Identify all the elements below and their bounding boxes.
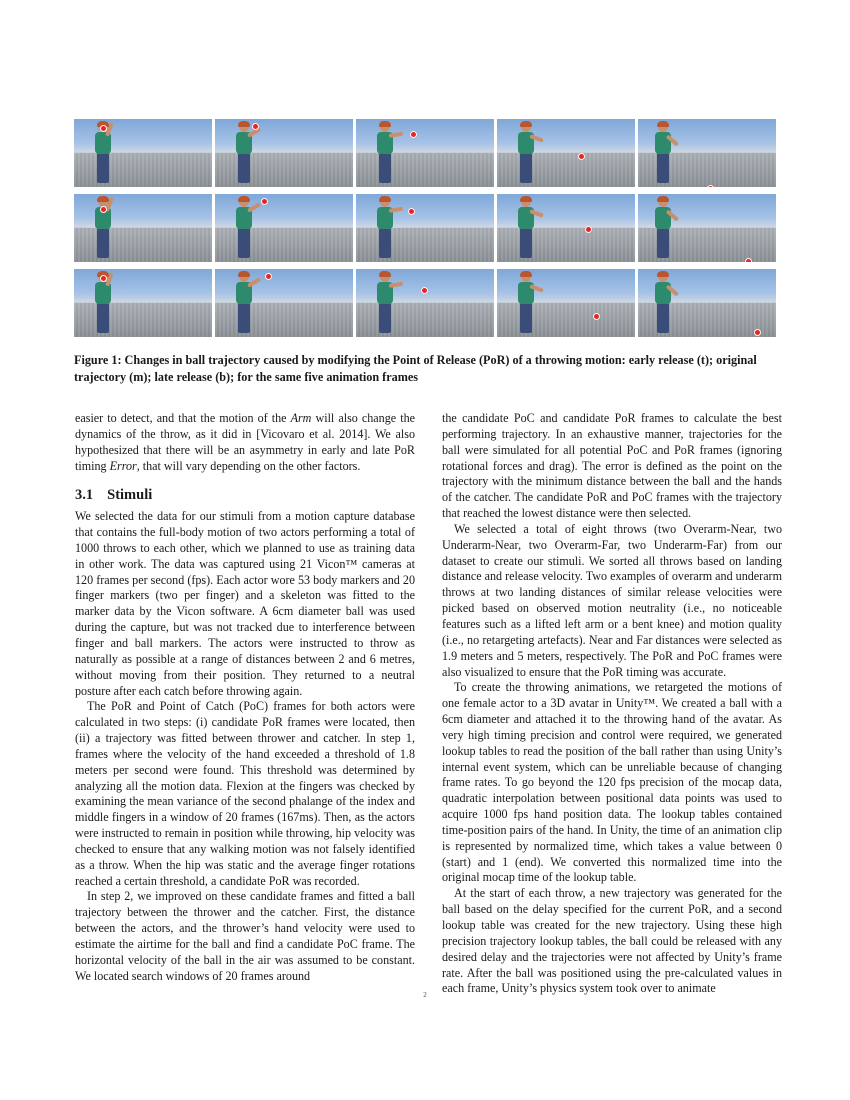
avatar <box>374 196 396 260</box>
animation-frame <box>638 119 776 187</box>
text-run: will also change the dynamics of the throw, as it did in [Vicovaro et al. 2014]. We also hypothesized that there will be an asymmetry in early and late PoR timing <box>75 411 415 473</box>
left-column <box>75 411 415 985</box>
animation-frame <box>74 119 212 187</box>
animation-frame <box>356 119 494 187</box>
paragraph: The PoR and Point of Catch (PoC) frames for both actors were calculated in two steps: (i) candidate PoR frames were located, then (ii) a trajectory was fitted between thrower and catcher. In step 1, frames where the velocity of the hand exceeded a threshold of 1.8 meters per second were found. This threshold was determined by analyzing all the motion data. Flexion at the fingers was checked by examining the mean variance of the second phalange of the index and middle fingers in a window of 20 frames (167ms). Then, as the actors were instructed to remain in position while throwing, hip velocity was checked to ensure that any walking motion was not falsely identified as a throw. When the hip was static and the average finger rotations reached a certain threshold, a candidate PoR was recorded. <box>75 699 415 888</box>
text-run: easier to detect, and that the motion of the <box>75 411 291 425</box>
ball <box>745 258 752 262</box>
animation-frame <box>356 269 494 337</box>
ball <box>408 208 415 215</box>
page-number: 2 <box>423 991 427 999</box>
ball <box>100 275 107 282</box>
animation-frame <box>638 194 776 262</box>
ball <box>100 125 107 132</box>
ball <box>100 206 107 213</box>
ball <box>265 273 272 280</box>
avatar <box>374 121 396 185</box>
avatar <box>233 121 255 185</box>
paragraph: We selected a total of eight throws (two Overarm-Near, two Underarm-Near, two Overarm-Far, two Underarm-Far) from our dataset to create our stimuli. We sorted all throws based on landing distance and release velocity. Two examples of overarm and underarm throws at two landing distances of similar release velocities were picked based on observed motion neutrality (i.e., no noticeable features such as a lifted left arm or a bent knee) and motion quality (i.e., no retargeting artefacts). Near and Far distances were selected as 1.9 meters and 5 meters, respectively. The PoR and PoC frames were also visualized to ensure that the PoR timing was accurate. <box>442 521 782 679</box>
ball <box>754 329 761 336</box>
avatar <box>233 196 255 260</box>
paragraph: To create the throwing animations, we retargeted the motions of one female actor to a 3D avatar in Unity™. We created a ball with a 6cm diameter and attached it to the throwing hand of the avatar. As very high timing precision and control were required, we generated lookup tables to read the position of the ball rather than using Unity’s internal event system, which can be unreliable because of changing frame rates. To go beyond the 120 fps precision of the mocap data, quadratic interpolation between positional data points was used to acquire 1000 fps hand position data. The lookup tables contained time-position pairs of the hand. In Unity, the time of an animation clip is represented by normalized time, which takes a value between 0 (start) and 1 (end). We converted this normalized time into the original mocap time of the lookup table. <box>442 680 782 885</box>
avatar <box>652 271 674 335</box>
right-column <box>442 411 782 997</box>
animation-frame <box>497 269 635 337</box>
paragraph: At the start of each throw, a new trajectory was generated for the ball based on the delay specified for the current PoR, and a second lookup table was created for the new trajectory. Using these high precision trajectory lookup tables, the ball could be released with any desired delay and the trajectories were not affected by Unity’s frame rate. After the ball was positioned using the pre-calculated values in each frame, Unity’s physics system took over to animate <box>442 886 782 996</box>
avatar <box>515 271 537 335</box>
avatar <box>515 196 537 260</box>
avatar <box>652 196 674 260</box>
avatar <box>652 121 674 185</box>
ball <box>578 153 585 160</box>
animation-frame <box>638 269 776 337</box>
section-title: Stimuli <box>107 487 153 504</box>
animation-frame <box>497 194 635 262</box>
avatar <box>233 271 255 335</box>
ball <box>585 226 592 233</box>
ball <box>707 185 714 187</box>
avatar <box>515 121 537 185</box>
animation-frame <box>215 194 353 262</box>
paragraph: the candidate PoC and candidate PoR frames to calculate the best performing trajectory. In an exhaustive manner, trajectories for the ball were simulated for all potential PoC and PoR frames (ignoring rotational forces and drag). The error is defined as the point on the trajectory with the minimum distance between the ball and the hands of the catcher. The candidate PoR and PoC frames with the trajectory that reached the lowest distance were then selected. <box>442 411 782 521</box>
ball <box>261 198 268 205</box>
animation-frame <box>215 119 353 187</box>
italic-term: Arm <box>290 411 312 425</box>
animation-frame <box>356 194 494 262</box>
ball <box>593 313 600 320</box>
animation-frame <box>215 269 353 337</box>
section-heading <box>75 488 415 504</box>
ball <box>252 123 259 130</box>
ball <box>410 131 417 138</box>
avatar <box>374 271 396 335</box>
section-number: 3.1 <box>75 487 94 504</box>
text-run: , that will vary depending on the other factors. <box>136 458 361 473</box>
animation-frame <box>74 194 212 262</box>
ball <box>421 287 428 294</box>
paragraph <box>75 411 415 474</box>
animation-frame <box>74 269 212 337</box>
paragraph: In step 2, we improved on these candidate frames and fitted a ball trajectory between the thrower and the catcher. First, the distance between the actors, and the thrower’s hand velocity were used to estimate the airtime for the ball and find a candidate PoC frame. The horizontal velocity of the ball in the air was assumed to be constant. We located search windows of 20 frames around <box>75 889 415 983</box>
paragraph: We selected the data for our stimuli from a motion capture database that contains the full-body motion of two actors performing a total of 1000 throws to each other, which we planned to use as training data in other work. The data was captured using 21 Vicon™ cameras at 120 frames per second (fps). Each actor wore 53 body markers and 20 finger markers (two per finger) and a skeleton was fitted to the marker data by the Vicon software. A 6cm diameter ball was used during the capture, but was not tracked due to interference between finger and ball markers. The actors were instructed to throw as naturally as possible at a range of distances between 2 and 6 metres, without moving from their position. They returned to a neutral posture after each catch before throwing again. <box>75 509 415 698</box>
figure-caption: Figure 1: Changes in ball trajectory caused by modifying the Point of Release (PoR) of a throwing motion: early release (t); original trajectory (m); late release (b); for the same five animation frames <box>74 353 757 384</box>
italic-term: Error <box>109 458 137 473</box>
animation-frame <box>497 119 635 187</box>
figure-1 <box>74 119 776 337</box>
